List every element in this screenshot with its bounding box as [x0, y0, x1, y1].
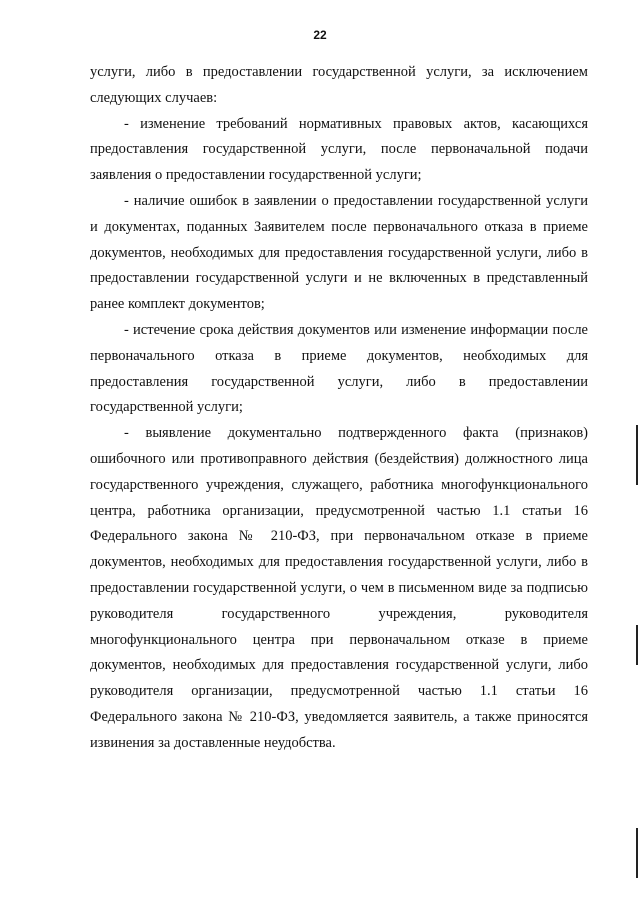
paragraph-continuation: услуги, либо в предоставлении государственной услуги, за исключением следующих случаев: — [90, 64, 588, 106]
body-text — [90, 60, 588, 757]
scan-edge-mark — [636, 828, 638, 878]
paragraph-item: - наличие ошибок в заявлении о предоставлении государственной услуги и документах, поданных Заявителем после первоначального отказа в приеме документов, необходимых для предоставления государственной услуги, либо в предоставлении государственной услуги и не включенных в представленный ранее комплект документов; — [90, 192, 588, 313]
scan-edge-mark — [636, 625, 638, 665]
paragraph-item: - истечение срока действия документов или изменение информации после первоначального отказа в приеме документов, необходимых для предоставления государственной услуги, либо в предоставлении государственной услуги; — [90, 321, 588, 416]
scan-edge-mark — [636, 425, 638, 485]
paragraph-item: - изменение требований нормативных правовых актов, касающихся предоставления государственной услуги, после первоначальной подачи заявления о предоставлении государственной услуги; — [90, 115, 588, 184]
paragraph-item: - выявление документально подтвержденного факта (признаков) ошибочного или противоправного действия (бездействия) должностного лица государственного учреждения, служащего, работника многофункционального центра, работника организации, предусмотренной частью 1.1 статьи 16 Федерального закона № 210-ФЗ, при первоначальном отказе в приеме документов, необходимых для предоставления государственной услуги, либо в предоставлении государственной услуги, о чем в письменном виде за подписью руководителя государственного учреждения, руководителя многофункционального центра при первоначальном отказе в приеме документов, необходимых для предоставления государственной услуги, либо руководителя организации, предусмотренной частью 1.1 статьи 16 Федерального закона № 210-ФЗ, уведомляется заявитель, а также приносятся извинения за доставленные неудобства. — [90, 425, 588, 751]
page-number: 22 — [313, 28, 327, 42]
